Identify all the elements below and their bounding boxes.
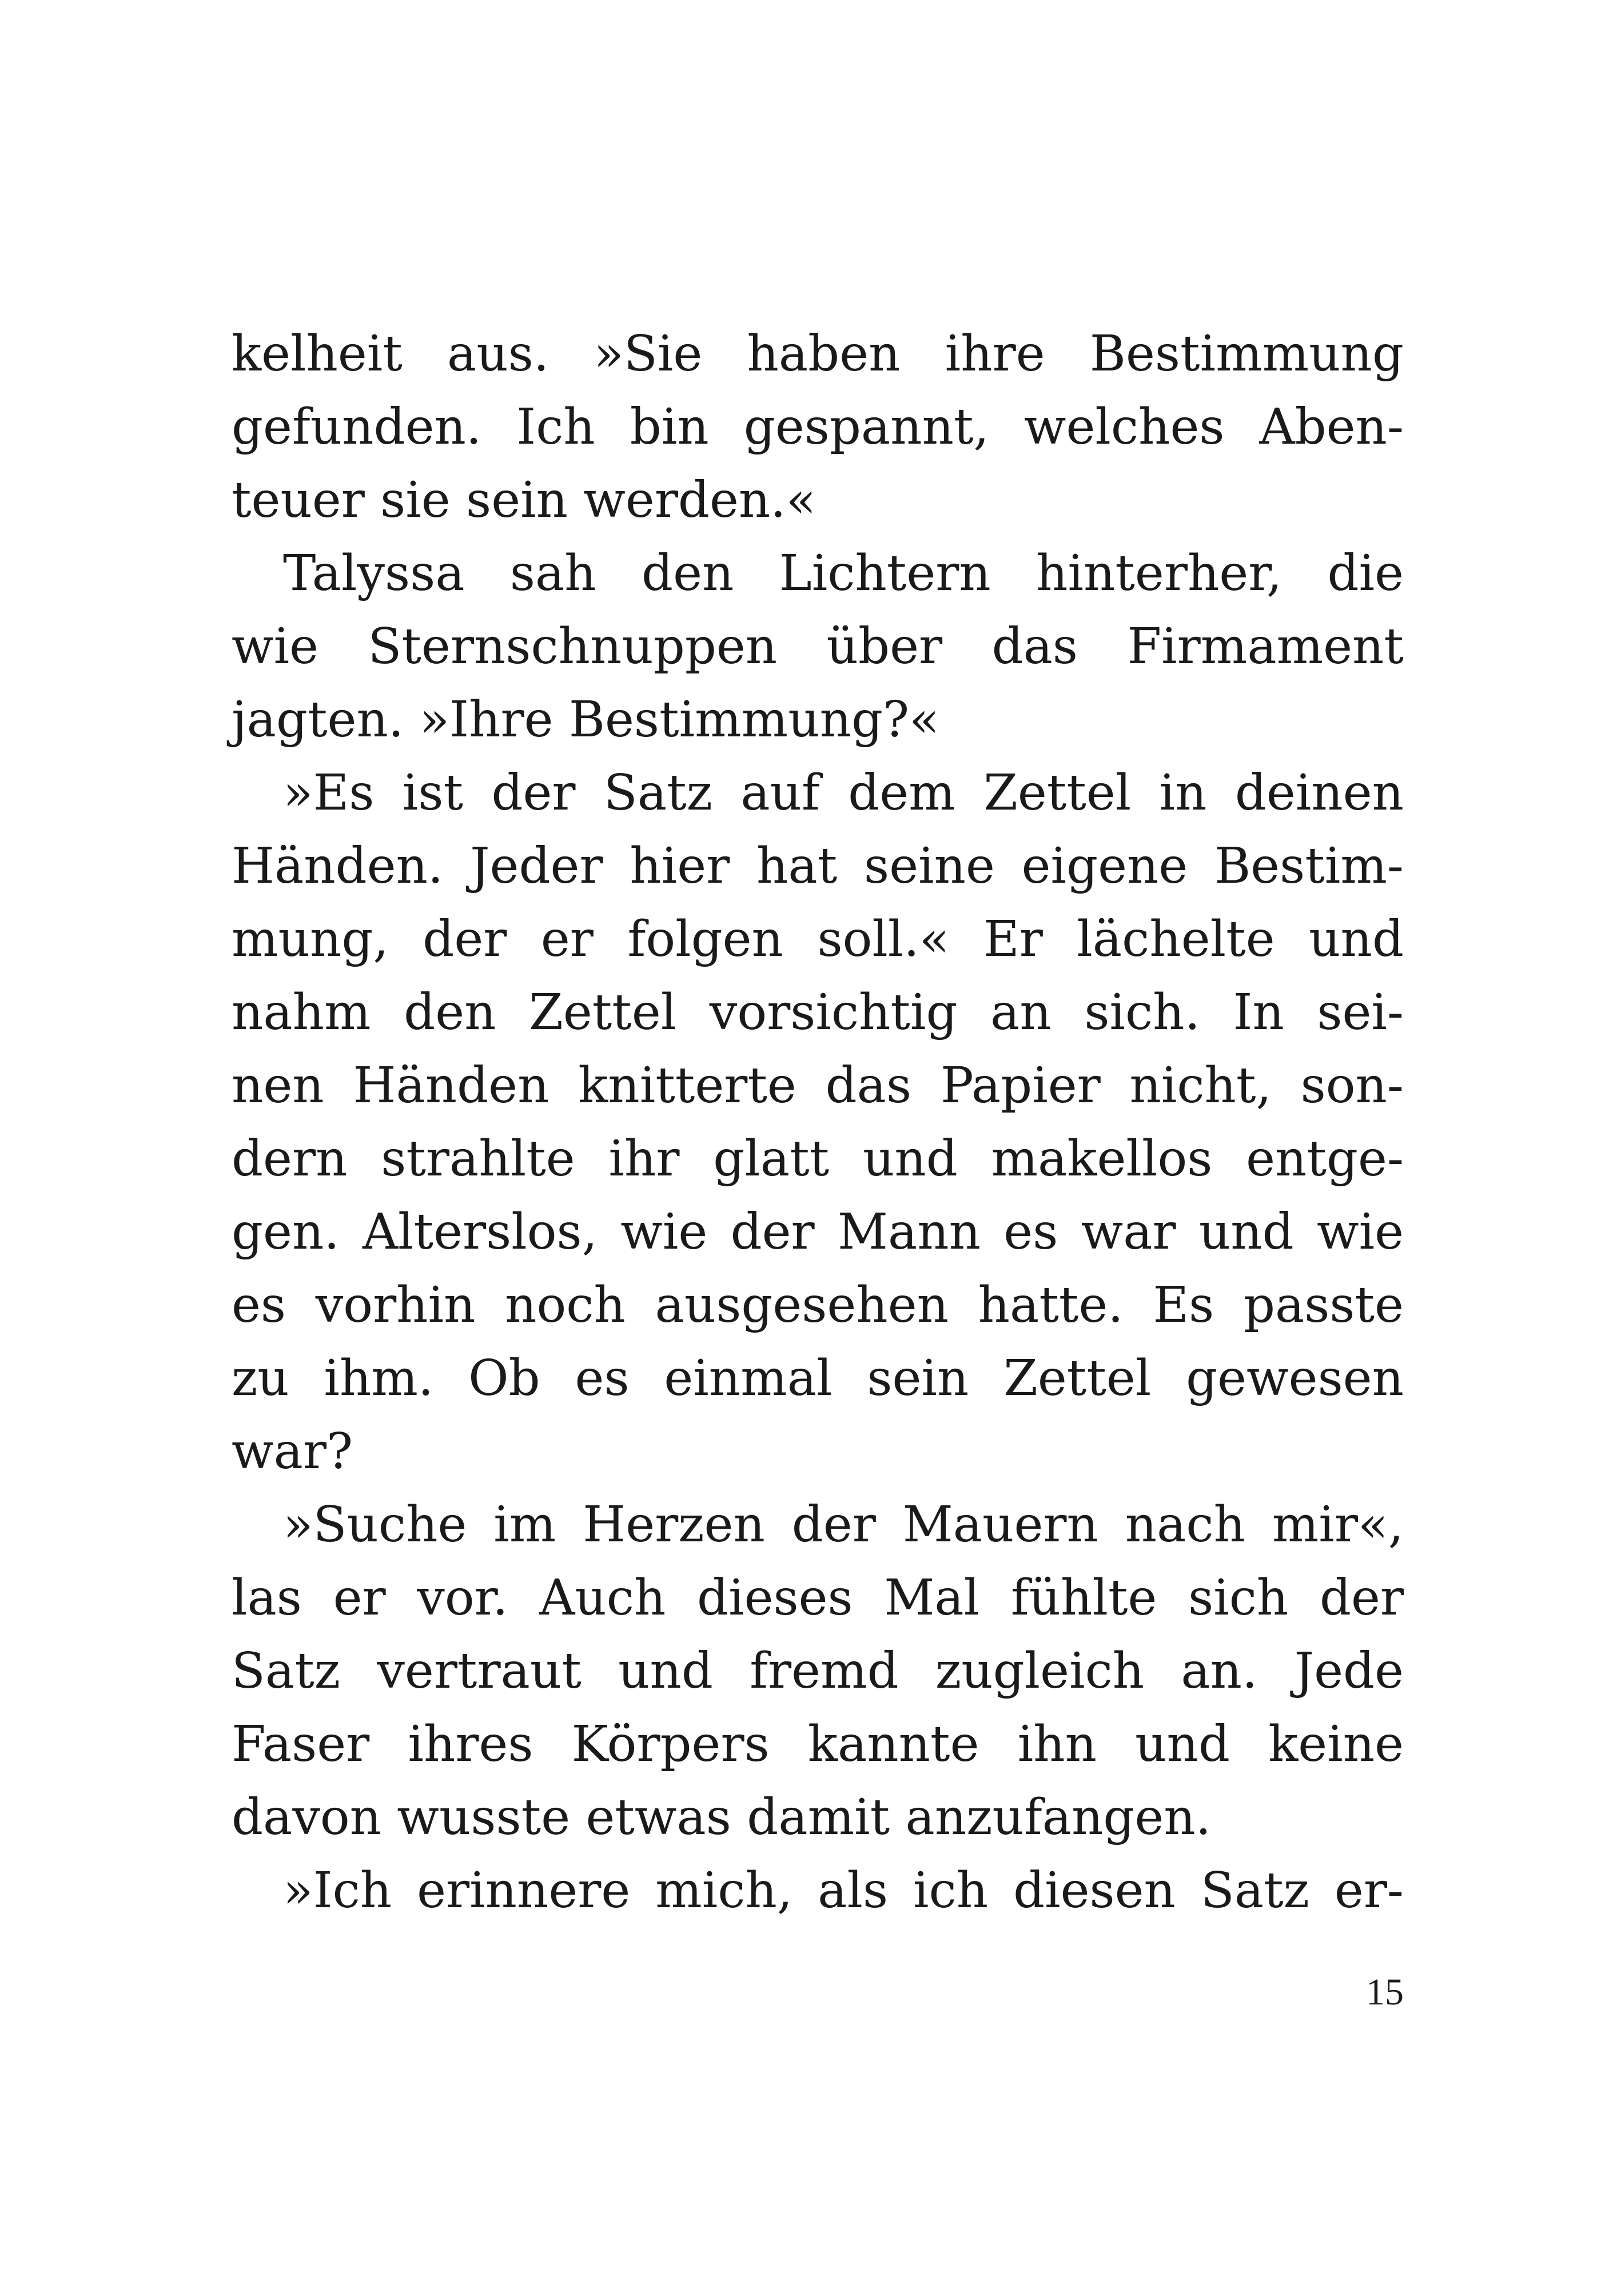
text-line: nen Händen knitterte das Papier nicht, son- [232, 1057, 1404, 1114]
text-line: dern strahlte ihr glatt und makellos entge- [232, 1130, 1404, 1187]
text-line: »Es ist der Satz auf dem Zettel in deinen [283, 764, 1404, 822]
text-line: Satz vertraut und fremd zugleich an. Jede [232, 1643, 1404, 1700]
text-line: davon wusste etwas damit anzufangen. [232, 1789, 1212, 1846]
text-line: gen. Alterslos, wie der Mann es war und wie [232, 1203, 1404, 1261]
text-line: jagten. »Ihre Bestimmung?« [232, 691, 939, 748]
text-line: »Ich erinnere mich, als ich diesen Satz er- [283, 1862, 1404, 1919]
text-line: war? [232, 1423, 353, 1480]
body-text [232, 317, 1404, 1927]
text-line: zu ihm. Ob es einmal sein Zettel gewesen [232, 1350, 1404, 1407]
text-line: gefunden. Ich bin gespannt, welches Aben- [232, 398, 1404, 456]
text-line: kelheit aus. »Sie haben ihre Bestimmung [232, 325, 1404, 382]
text-line: wie Sternschnuppen über das Firmament [232, 618, 1404, 675]
page-number: 15 [1366, 1971, 1404, 2013]
text-line: es vorhin noch ausgesehen hatte. Es passte [232, 1277, 1404, 1334]
text-line: Händen. Jeder hier hat seine eigene Bestim- [232, 838, 1404, 895]
text-line: nahm den Zettel vorsichtig an sich. In sei- [232, 984, 1404, 1041]
text-line: »Suche im Herzen der Mauern nach mir«, [283, 1496, 1404, 1553]
text-line: Faser ihres Körpers kannte ihn und keine [232, 1716, 1404, 1773]
text-line: las er vor. Auch dieses Mal fühlte sich der [232, 1569, 1404, 1627]
text-line: Talyssa sah den Lichtern hinterher, die [283, 545, 1404, 602]
text-line: teuer sie sein werden.« [232, 472, 817, 529]
text-line: mung, der er folgen soll.« Er lächelte und [232, 911, 1404, 968]
